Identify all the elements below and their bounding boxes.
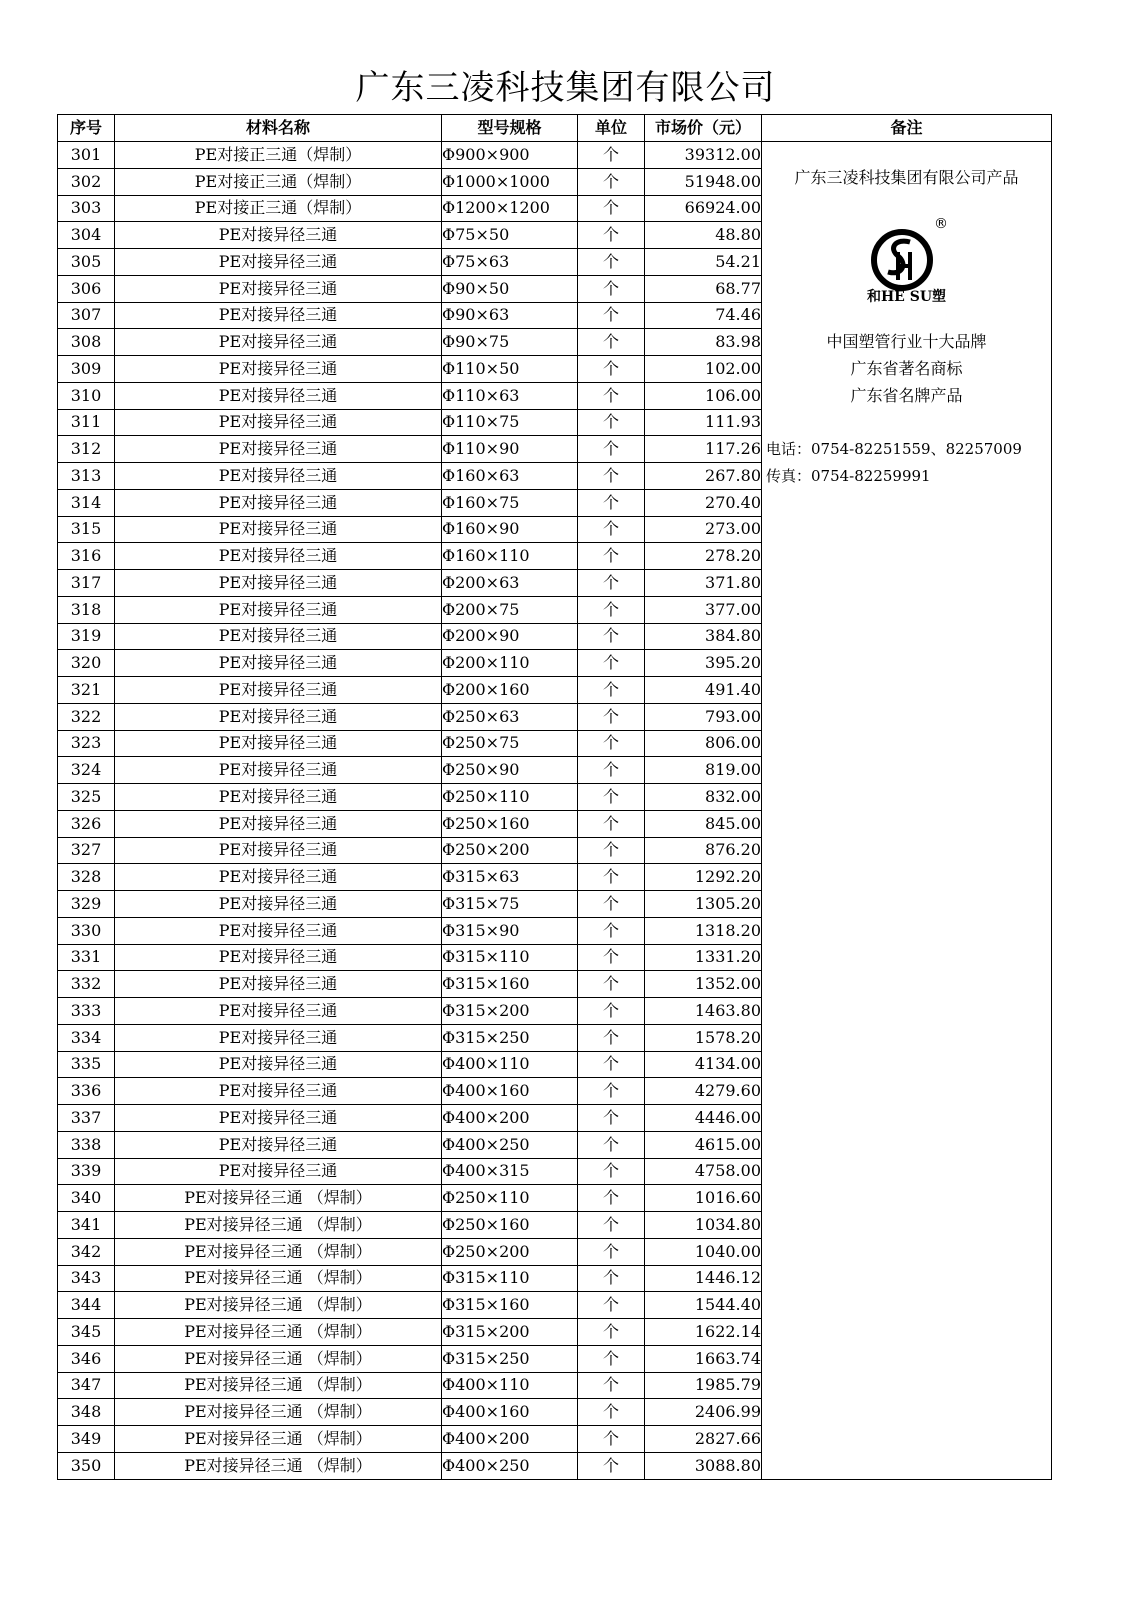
cell-no: 322 <box>58 703 115 730</box>
cell-unit: 个 <box>578 249 645 276</box>
cell-name: PE对接异径三通 <box>115 971 442 998</box>
cell-spec: Φ110×63 <box>442 382 578 409</box>
cell-no: 326 <box>58 810 115 837</box>
remark-phone: 电话：0754-82251559、82257009 <box>766 440 1022 458</box>
cell-price: 3088.80 <box>645 1452 762 1479</box>
cell-name: PE对接异径三通 <box>115 1024 442 1051</box>
cell-name: PE对接异径三通 （焊制） <box>115 1399 442 1426</box>
cell-price: 278.20 <box>645 543 762 570</box>
cell-spec: Φ250×160 <box>442 810 578 837</box>
cell-unit: 个 <box>578 1238 645 1265</box>
cell-price: 66924.00 <box>645 195 762 222</box>
cell-unit: 个 <box>578 168 645 195</box>
cell-price: 74.46 <box>645 302 762 329</box>
cell-unit: 个 <box>578 329 645 356</box>
cell-unit: 个 <box>578 409 645 436</box>
cell-name: PE对接正三通（焊制） <box>115 142 442 169</box>
cell-spec: Φ250×200 <box>442 837 578 864</box>
cell-price: 83.98 <box>645 329 762 356</box>
cell-name: PE对接异径三通 （焊制） <box>115 1319 442 1346</box>
cell-spec: Φ400×110 <box>442 1051 578 1078</box>
cell-name: PE对接异径三通 <box>115 516 442 543</box>
cell-unit: 个 <box>578 195 645 222</box>
remark-line-2: 广东省著名商标 <box>850 359 963 378</box>
header-no: 序号 <box>58 115 115 142</box>
cell-unit: 个 <box>578 356 645 383</box>
header-remark: 备注 <box>762 115 1052 142</box>
table-row <box>58 142 1052 169</box>
cell-unit: 个 <box>578 998 645 1025</box>
cell-name: PE对接异径三通 （焊制） <box>115 1452 442 1479</box>
remark-panel <box>762 142 1051 1479</box>
cell-no: 329 <box>58 891 115 918</box>
cell-price: 876.20 <box>645 837 762 864</box>
cell-spec: Φ315×200 <box>442 998 578 1025</box>
cell-spec: Φ400×110 <box>442 1372 578 1399</box>
cell-unit: 个 <box>578 650 645 677</box>
cell-spec: Φ160×90 <box>442 516 578 543</box>
cell-name: PE对接异径三通 <box>115 222 442 249</box>
cell-unit: 个 <box>578 1426 645 1453</box>
cell-name: PE对接异径三通 （焊制） <box>115 1238 442 1265</box>
cell-no: 338 <box>58 1131 115 1158</box>
cell-no: 333 <box>58 998 115 1025</box>
cell-name: PE对接异径三通 （焊制） <box>115 1292 442 1319</box>
cell-unit: 个 <box>578 810 645 837</box>
cell-spec: Φ250×75 <box>442 730 578 757</box>
cell-name: PE对接异径三通 <box>115 382 442 409</box>
cell-spec: Φ200×63 <box>442 570 578 597</box>
cell-spec: Φ400×250 <box>442 1452 578 1479</box>
cell-price: 377.00 <box>645 596 762 623</box>
cell-unit: 个 <box>578 1078 645 1105</box>
price-table <box>57 114 1052 1480</box>
cell-no: 308 <box>58 329 115 356</box>
cell-no: 315 <box>58 516 115 543</box>
cell-price: 111.93 <box>645 409 762 436</box>
cell-spec: Φ250×160 <box>442 1212 578 1239</box>
cell-no: 314 <box>58 489 115 516</box>
cell-spec: Φ160×75 <box>442 489 578 516</box>
cell-no: 305 <box>58 249 115 276</box>
cell-name: PE对接异径三通 （焊制） <box>115 1372 442 1399</box>
cell-spec: Φ250×63 <box>442 703 578 730</box>
cell-no: 304 <box>58 222 115 249</box>
cell-unit: 个 <box>578 1131 645 1158</box>
cell-price: 4134.00 <box>645 1051 762 1078</box>
cell-no: 339 <box>58 1158 115 1185</box>
cell-price: 491.40 <box>645 677 762 704</box>
cell-price: 1318.20 <box>645 917 762 944</box>
cell-unit: 个 <box>578 1452 645 1479</box>
cell-no: 334 <box>58 1024 115 1051</box>
cell-unit: 个 <box>578 891 645 918</box>
cell-name: PE对接异径三通 <box>115 757 442 784</box>
cell-no: 302 <box>58 168 115 195</box>
cell-price: 371.80 <box>645 570 762 597</box>
cell-price: 806.00 <box>645 730 762 757</box>
cell-price: 395.20 <box>645 650 762 677</box>
cell-spec: Φ400×160 <box>442 1078 578 1105</box>
cell-spec: Φ90×63 <box>442 302 578 329</box>
cell-spec: Φ315×160 <box>442 971 578 998</box>
cell-price: 1544.40 <box>645 1292 762 1319</box>
cell-unit: 个 <box>578 1105 645 1132</box>
cell-name: PE对接异径三通 <box>115 1051 442 1078</box>
cell-no: 301 <box>58 142 115 169</box>
cell-no: 321 <box>58 677 115 704</box>
cell-name: PE对接正三通（焊制） <box>115 168 442 195</box>
cell-name: PE对接异径三通 <box>115 837 442 864</box>
cell-price: 4758.00 <box>645 1158 762 1185</box>
cell-unit: 个 <box>578 1292 645 1319</box>
cell-no: 324 <box>58 757 115 784</box>
cell-name: PE对接异径三通 <box>115 436 442 463</box>
cell-price: 68.77 <box>645 275 762 302</box>
cell-name: PE对接异径三通 <box>115 356 442 383</box>
header-unit: 单位 <box>578 115 645 142</box>
cell-spec: Φ315×90 <box>442 917 578 944</box>
cell-price: 1578.20 <box>645 1024 762 1051</box>
cell-name: PE对接异径三通 （焊制） <box>115 1426 442 1453</box>
cell-spec: Φ315×75 <box>442 891 578 918</box>
cell-no: 309 <box>58 356 115 383</box>
cell-unit: 个 <box>578 382 645 409</box>
remark-fax: 传真：0754-82259991 <box>766 467 931 485</box>
cell-no: 337 <box>58 1105 115 1132</box>
registered-mark: ® <box>933 216 948 232</box>
cell-spec: Φ200×90 <box>442 623 578 650</box>
cell-no: 310 <box>58 382 115 409</box>
cell-no: 343 <box>58 1265 115 1292</box>
cell-name: PE对接异径三通 <box>115 891 442 918</box>
cell-spec: Φ315×250 <box>442 1345 578 1372</box>
cell-unit: 个 <box>578 142 645 169</box>
cell-spec: Φ110×90 <box>442 436 578 463</box>
cell-spec: Φ315×200 <box>442 1319 578 1346</box>
cell-name: PE对接异径三通 <box>115 489 442 516</box>
cell-unit: 个 <box>578 1399 645 1426</box>
cell-price: 1331.20 <box>645 944 762 971</box>
cell-no: 340 <box>58 1185 115 1212</box>
cell-spec: Φ250×110 <box>442 784 578 811</box>
cell-unit: 个 <box>578 1372 645 1399</box>
cell-price: 1446.12 <box>645 1265 762 1292</box>
cell-name: PE对接异径三通 <box>115 1078 442 1105</box>
cell-price: 2406.99 <box>645 1399 762 1426</box>
cell-name: PE对接异径三通 <box>115 730 442 757</box>
cell-spec: Φ250×90 <box>442 757 578 784</box>
cell-spec: Φ110×50 <box>442 356 578 383</box>
cell-spec: Φ90×75 <box>442 329 578 356</box>
cell-unit: 个 <box>578 516 645 543</box>
remark-line-3: 广东省名牌产品 <box>850 386 963 405</box>
cell-price: 1034.80 <box>645 1212 762 1239</box>
cell-unit: 个 <box>578 971 645 998</box>
header-name: 材料名称 <box>115 115 442 142</box>
cell-spec: Φ110×75 <box>442 409 578 436</box>
cell-unit: 个 <box>578 757 645 784</box>
cell-unit: 个 <box>578 703 645 730</box>
cell-unit: 个 <box>578 730 645 757</box>
cell-name: PE对接异径三通 <box>115 917 442 944</box>
remark-line-1: 中国塑管行业十大品牌 <box>826 332 987 351</box>
cell-no: 331 <box>58 944 115 971</box>
cell-spec: Φ250×110 <box>442 1185 578 1212</box>
cell-unit: 个 <box>578 489 645 516</box>
cell-no: 344 <box>58 1292 115 1319</box>
cell-unit: 个 <box>578 837 645 864</box>
cell-spec: Φ315×110 <box>442 1265 578 1292</box>
header-price: 市场价（元） <box>645 115 762 142</box>
cell-price: 1352.00 <box>645 971 762 998</box>
cell-no: 323 <box>58 730 115 757</box>
cell-price: 1463.80 <box>645 998 762 1025</box>
cell-price: 832.00 <box>645 784 762 811</box>
cell-no: 346 <box>58 1345 115 1372</box>
cell-no: 328 <box>58 864 115 891</box>
cell-no: 348 <box>58 1399 115 1426</box>
cell-price: 1016.60 <box>645 1185 762 1212</box>
cell-unit: 个 <box>578 1265 645 1292</box>
remark-cell <box>762 142 1052 1480</box>
cell-price: 4279.60 <box>645 1078 762 1105</box>
cell-spec: Φ315×63 <box>442 864 578 891</box>
cell-unit: 个 <box>578 677 645 704</box>
cell-name: PE对接异径三通 <box>115 570 442 597</box>
cell-price: 102.00 <box>645 356 762 383</box>
cell-name: PE对接异径三通 （焊制） <box>115 1265 442 1292</box>
cell-name: PE对接异径三通 <box>115 944 442 971</box>
cell-price: 793.00 <box>645 703 762 730</box>
cell-price: 845.00 <box>645 810 762 837</box>
cell-name: PE对接异径三通 <box>115 249 442 276</box>
cell-no: 318 <box>58 596 115 623</box>
cell-unit: 个 <box>578 784 645 811</box>
cell-price: 51948.00 <box>645 168 762 195</box>
cell-unit: 个 <box>578 1212 645 1239</box>
cell-price: 117.26 <box>645 436 762 463</box>
cell-name: PE对接异径三通 <box>115 543 442 570</box>
cell-price: 39312.00 <box>645 142 762 169</box>
cell-no: 325 <box>58 784 115 811</box>
cell-spec: Φ250×200 <box>442 1238 578 1265</box>
cell-no: 332 <box>58 971 115 998</box>
cell-name: PE对接异径三通 <box>115 409 442 436</box>
cell-price: 1292.20 <box>645 864 762 891</box>
cell-name: PE对接异径三通 （焊制） <box>115 1212 442 1239</box>
cell-spec: Φ400×315 <box>442 1158 578 1185</box>
cell-no: 316 <box>58 543 115 570</box>
cell-name: PE对接异径三通 <box>115 1158 442 1185</box>
cell-price: 4446.00 <box>645 1105 762 1132</box>
cell-unit: 个 <box>578 1345 645 1372</box>
cell-unit: 个 <box>578 623 645 650</box>
cell-no: 342 <box>58 1238 115 1265</box>
cell-no: 313 <box>58 463 115 490</box>
cell-price: 1040.00 <box>645 1238 762 1265</box>
cell-price: 1985.79 <box>645 1372 762 1399</box>
cell-name: PE对接异径三通 <box>115 275 442 302</box>
cell-price: 384.80 <box>645 623 762 650</box>
cell-name: PE对接异径三通 <box>115 998 442 1025</box>
cell-price: 1663.74 <box>645 1345 762 1372</box>
cell-spec: Φ315×250 <box>442 1024 578 1051</box>
cell-spec: Φ1000×1000 <box>442 168 578 195</box>
cell-name: PE对接异径三通 <box>115 650 442 677</box>
cell-name: PE对接异径三通 （焊制） <box>115 1185 442 1212</box>
cell-spec: Φ315×160 <box>442 1292 578 1319</box>
cell-no: 307 <box>58 302 115 329</box>
cell-price: 1622.14 <box>645 1319 762 1346</box>
cell-unit: 个 <box>578 543 645 570</box>
cell-spec: Φ400×200 <box>442 1426 578 1453</box>
cell-unit: 个 <box>578 275 645 302</box>
cell-no: 317 <box>58 570 115 597</box>
cell-name: PE对接异径三通 <box>115 329 442 356</box>
cell-name: PE对接正三通（焊制） <box>115 195 442 222</box>
cell-unit: 个 <box>578 1319 645 1346</box>
remark-company-product: 广东三凌科技集团有限公司产品 <box>794 168 1019 187</box>
cell-unit: 个 <box>578 302 645 329</box>
cell-name: PE对接异径三通 <box>115 810 442 837</box>
cell-price: 48.80 <box>645 222 762 249</box>
cell-no: 350 <box>58 1452 115 1479</box>
cell-unit: 个 <box>578 463 645 490</box>
cell-name: PE对接异径三通 <box>115 703 442 730</box>
cell-price: 54.21 <box>645 249 762 276</box>
cell-spec: Φ315×110 <box>442 944 578 971</box>
cell-no: 306 <box>58 275 115 302</box>
page-title: 广东三凌科技集团有限公司 <box>355 68 776 108</box>
cell-price: 106.00 <box>645 382 762 409</box>
cell-spec: Φ900×900 <box>442 142 578 169</box>
cell-unit: 个 <box>578 917 645 944</box>
cell-price: 267.80 <box>645 463 762 490</box>
cell-no: 312 <box>58 436 115 463</box>
cell-name: PE对接异径三通 <box>115 463 442 490</box>
cell-unit: 个 <box>578 1024 645 1051</box>
logo-caption: 和HE SU塑 <box>866 289 947 305</box>
cell-unit: 个 <box>578 944 645 971</box>
cell-unit: 个 <box>578 222 645 249</box>
cell-price: 270.40 <box>645 489 762 516</box>
cell-unit: 个 <box>578 436 645 463</box>
cell-spec: Φ160×63 <box>442 463 578 490</box>
cell-no: 330 <box>58 917 115 944</box>
cell-price: 819.00 <box>645 757 762 784</box>
cell-no: 345 <box>58 1319 115 1346</box>
header-row <box>58 115 1052 142</box>
cell-name: PE对接异径三通 <box>115 623 442 650</box>
cell-name: PE对接异径三通 （焊制） <box>115 1345 442 1372</box>
cell-name: PE对接异径三通 <box>115 1131 442 1158</box>
cell-no: 349 <box>58 1426 115 1453</box>
cell-price: 273.00 <box>645 516 762 543</box>
cell-name: PE对接异径三通 <box>115 1105 442 1132</box>
cell-spec: Φ200×110 <box>442 650 578 677</box>
cell-name: PE对接异径三通 <box>115 302 442 329</box>
cell-spec: Φ1200×1200 <box>442 195 578 222</box>
cell-name: PE对接异径三通 <box>115 864 442 891</box>
cell-no: 327 <box>58 837 115 864</box>
cell-no: 335 <box>58 1051 115 1078</box>
cell-spec: Φ160×110 <box>442 543 578 570</box>
cell-unit: 个 <box>578 1051 645 1078</box>
cell-spec: Φ75×50 <box>442 222 578 249</box>
cell-price: 4615.00 <box>645 1131 762 1158</box>
cell-unit: 个 <box>578 1185 645 1212</box>
cell-name: PE对接异径三通 <box>115 596 442 623</box>
table-body <box>58 142 1052 1480</box>
cell-spec: Φ400×250 <box>442 1131 578 1158</box>
cell-price: 2827.66 <box>645 1426 762 1453</box>
cell-no: 341 <box>58 1212 115 1239</box>
cell-unit: 个 <box>578 596 645 623</box>
cell-name: PE对接异径三通 <box>115 784 442 811</box>
cell-no: 303 <box>58 195 115 222</box>
cell-no: 336 <box>58 1078 115 1105</box>
cell-spec: Φ75×63 <box>442 249 578 276</box>
cell-spec: Φ400×200 <box>442 1105 578 1132</box>
header-spec: 型号规格 <box>442 115 578 142</box>
cell-spec: Φ90×50 <box>442 275 578 302</box>
cell-no: 320 <box>58 650 115 677</box>
cell-price: 1305.20 <box>645 891 762 918</box>
cell-name: PE对接异径三通 <box>115 677 442 704</box>
cell-unit: 个 <box>578 570 645 597</box>
cell-spec: Φ200×75 <box>442 596 578 623</box>
cell-unit: 个 <box>578 1158 645 1185</box>
cell-no: 311 <box>58 409 115 436</box>
cell-spec: Φ400×160 <box>442 1399 578 1426</box>
cell-unit: 个 <box>578 864 645 891</box>
cell-no: 347 <box>58 1372 115 1399</box>
cell-spec: Φ200×160 <box>442 677 578 704</box>
cell-no: 319 <box>58 623 115 650</box>
